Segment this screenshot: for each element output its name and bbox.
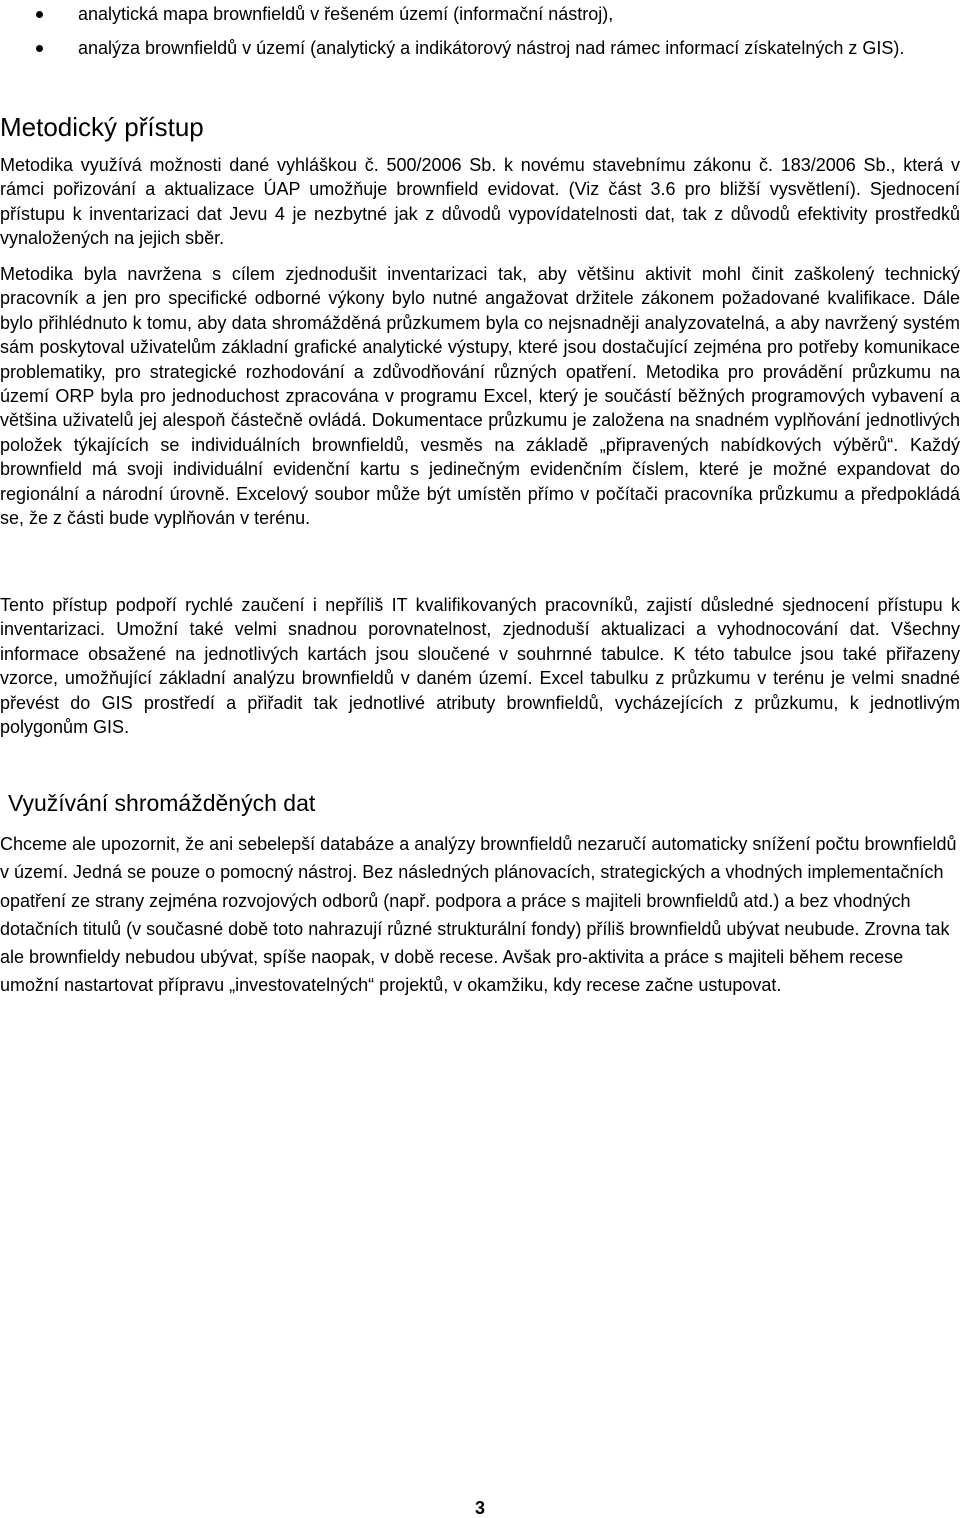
bullet-text: analýza brownfieldů v území (analytický a indikátorový nástroj nad rámec informací získatelných z GIS). (78, 38, 905, 58)
page-number: 3 (474, 1498, 485, 1518)
bullet-list (0, 2, 960, 60)
paragraph: Metodika byla navržena s cílem zjednodušit inventarizaci tak, aby většinu aktivit mohl činit zaškolený technický pracovník a jen pro specifické odborné výkony bylo nutné angažovat držitele zákonem požadované kvalifikace. Dále bylo přihlédnuto k tomu, aby data shromážděná průzkumem byla co nejsnadněji analyzovatelná, a aby navržený systém sám poskytoval uživatelům základní grafické analytické výstupy, které jsou dostačující zejména pro potřeby komunikace problematiky, pro strategické rozhodování a zdůvodňování různých opatření. Metodika pro provádění průzkumu na území ORP byla pro jednoduchost zpracována v programu Excel, který je součástí běžných programových vybavení a většina uživatelů jej alespoň částečně ovládá. Dokumentace průzkumu je založena na snadném vyplňování jednotlivých položek týkajících se individuálních brownfieldů, vesměs na základě „připravených nabídkových výběrů“. Každý brownfield má svoji individuální evidenční kartu s jedinečným evidenčním číslem, které je možné expandovat do regionální a národní úrovně. Excelový soubor může být umístěn přímo v počítači pracovníka průzkumu a předpokládá se, že z části bude vyplňován v terénu. (0, 264, 960, 529)
paragraph: Tento přístup podpoří rychlé zaučení i nepříliš IT kvalifikovaných pracovníků, zajistí důsledné sjednocení přístupu k inventarizaci. Umožní také velmi snadnou porovnatelnost, zjednoduší aktualizaci a vyhodnocování dat. Všechny informace obsažené na jednotlivých kartách jsou sloučené v souhrnné tabulce. K této tabulce jsou také přiřazeny vzorce, umožňující základní analýzu brownfieldů v daném území. Excel tabulku z průzkumu v terénu je velmi snadné převést do GIS prostředí a přiřadit tak jednotlivé atributy brownfieldů, vycházejících z průzkumu, k jednotlivým polygonům GIS. (0, 595, 960, 738)
section-heading-method: Metodický přístup (0, 112, 204, 142)
bullet-dot-icon (36, 45, 43, 52)
paragraph: Metodika využívá možnosti dané vyhláškou č. 500/2006 Sb. k novému stavebnímu zákonu č. 183/2006 Sb., která v rámci pořizování a aktualizace ÚAP umožňuje brownfield evidovat. (Viz část 3.6 pro bližší vysvětlení). Sjednocení přístupu k inventarizaci dat Jevu 4 je nezbytné jak z důvodů vypovídatelnosti dat, tak z důvodů efektivity prostředků vynaložených na jejich sběr. (0, 155, 960, 249)
paragraph: Chceme ale upozornit, že ani sebelepší databáze a analýzy brownfieldů nezaručí automaticky snížení počtu brownfieldů v území. Jedná se pouze o pomocný nástroj. Bez následných plánovacích, strategických a vhodných implementačních opatření ze strany zejména rozvojových odborů (např. podpora a práce s majiteli brownfieldů atd.) a bez vhodných dotačních titulů (v současné době toto nahrazují různé strukturální fondy) příliš brownfieldů ubývat neubude. Zrovna tak ale brownfieldy nebudou ubývat, spíše naopak, v době recese. Avšak pro-aktivita a práce s majiteli během recese umožní nastartovat přípravu „investovatelných“ projektů, v okamžiku, kdy recese začne ustupovat. (0, 834, 957, 996)
bullet-item (0, 36, 960, 60)
bullet-text: analytická mapa brownfieldů v řešeném území (informační nástroj), (78, 4, 614, 24)
bullet-item (0, 2, 960, 26)
bullet-dot-icon (36, 11, 43, 18)
section-heading-usage: Využívání shromážděných dat (8, 790, 316, 816)
